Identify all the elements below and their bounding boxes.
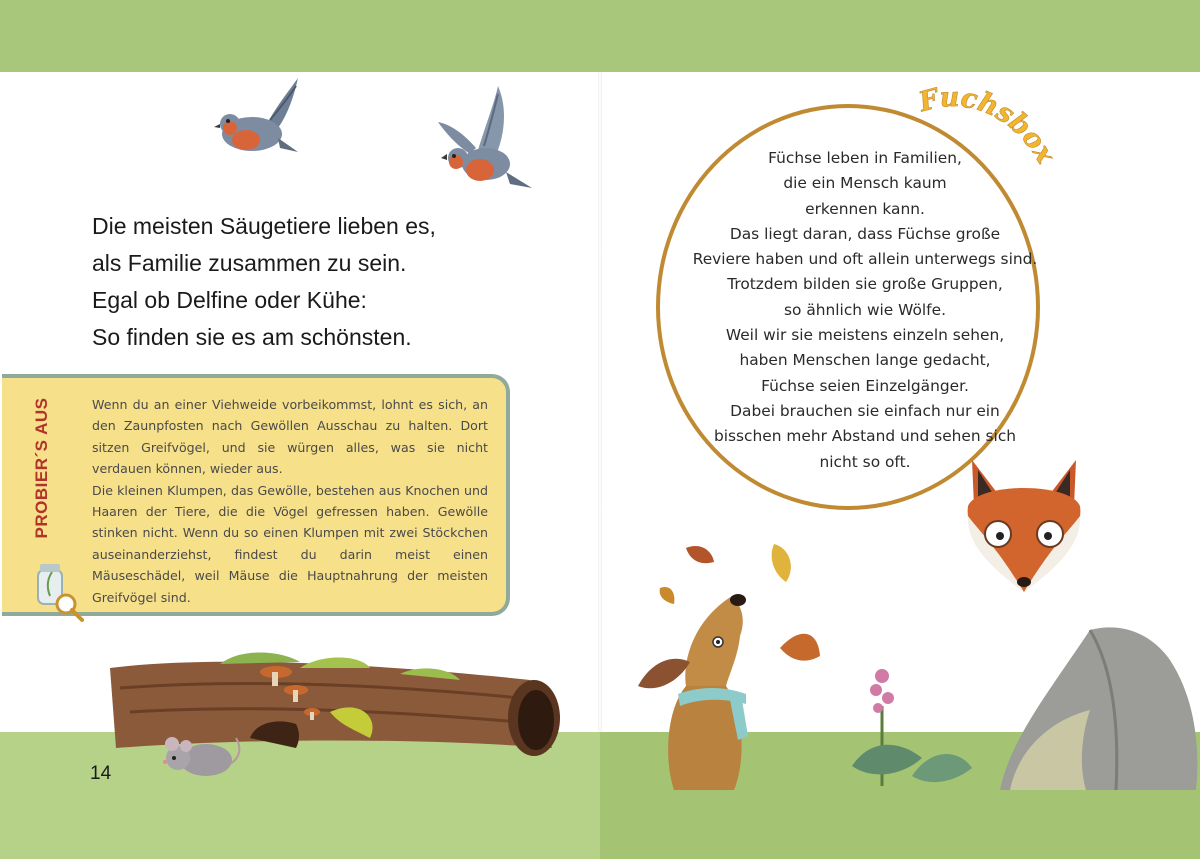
tip-paragraph: Die kleinen Klumpen, das Gewölle, bestehen aus Knochen und Haaren der Tiere, die die Vögel gefressen haben. Gewölle stinken nicht. Wenn du so einen Klumpen mit zwei Stöckchen auseinanderziehst, findest du darin meist einen Mäuseschädel, weil Mäuse die Hauptnahrung der meisten Greifvögel sind. <box>92 482 488 605</box>
fox-box-line: nicht so oft. <box>819 452 911 471</box>
main-text <box>92 208 562 356</box>
flowers-illustration <box>842 646 982 786</box>
dog-with-scarf-illustration <box>634 590 774 798</box>
fox-box-line: Weil wir sie meistens einzeln sehen, <box>725 326 1005 345</box>
rock-illustration <box>990 620 1200 794</box>
tip-box-label <box>22 378 62 558</box>
fox-box-line: Reviere haben und oft allein unterwegs sind. <box>692 250 1038 269</box>
main-text-line: Egal ob Delfine oder Kühe: <box>92 287 367 313</box>
fox-box-line: haben Menschen lange gedacht, <box>739 351 991 370</box>
fox-box-line: so ähnlich wie Wölfe. <box>784 300 946 319</box>
fox-box-line: Das liegt daran, dass Füchse große <box>729 224 1001 243</box>
fox-box-line: Dabei brauchen sie einfach nur ein <box>730 401 1000 420</box>
top-band-right <box>600 0 1200 72</box>
fox-box-title-text: Fuchsbox <box>915 84 1061 169</box>
page-gutter <box>598 72 602 732</box>
robin-bird-flying-icon <box>436 84 536 202</box>
tip-box-text <box>92 394 488 608</box>
magnifier-jar-icon <box>28 556 86 624</box>
mouse-illustration <box>156 728 246 780</box>
page-number: 14 <box>90 763 112 784</box>
robin-bird-icon <box>208 74 308 174</box>
fox-face-illustration <box>958 456 1090 596</box>
main-text-line: als Familie zusammen zu sein. <box>92 250 407 276</box>
fox-box-line: Trotzdem bilden sie große Gruppen, <box>727 275 1003 294</box>
fox-box-title <box>914 84 1064 214</box>
fox-box-line: die ein Mensch kaum <box>783 174 947 193</box>
tip-paragraph: Wenn du an einer Viehweide vorbeikommst, lohnt es sich, an den Zaunpfosten nach Gewöllen Ausschau zu halten. Dort sitzen Greifvögel, und sie würgen alles, was sie nicht verdauen können, wieder aus. <box>92 397 488 477</box>
tip-box-label-text: PROBIER´S AUS <box>32 397 51 539</box>
fox-box-line: erkennen kann. <box>805 199 925 218</box>
main-text-line: So finden sie es am schönsten. <box>92 324 412 350</box>
fox-box-line: Füchse seien Einzelgänger. <box>761 376 969 395</box>
fox-box-line: Füchse leben in Familien, <box>768 149 962 167</box>
fox-box-line: bisschen mehr Abstand und sehen sich <box>713 427 1017 446</box>
main-text-line: Die meisten Säugetiere lieben es, <box>92 213 436 239</box>
svg-text:Fuchsbox <box>915 84 1062 170</box>
